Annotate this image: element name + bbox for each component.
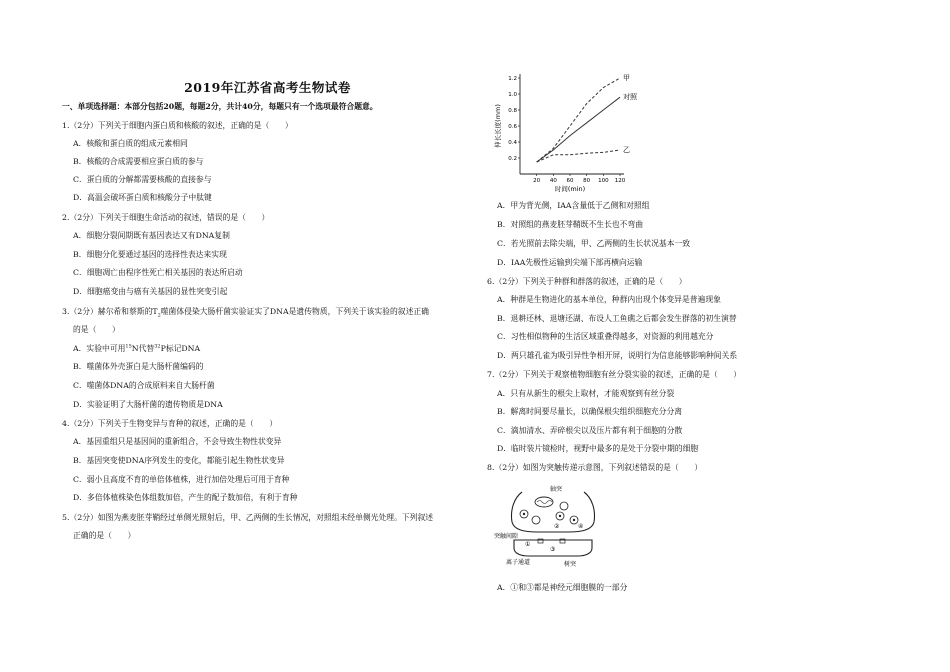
cleft-label: 突触间隙 bbox=[494, 533, 519, 540]
x-tick-label: 60 bbox=[566, 178, 574, 184]
question-7-option-b: B．解离时间要尽量长，以确保根尖组织细胞充分分离 bbox=[497, 407, 683, 416]
question-4-option-b: B．基因突变使DNA序列发生的变化，都能引起生物性状变异 bbox=[73, 456, 285, 465]
question-8-option-a: A．①和③都是神经元细胞膜的一部分 bbox=[497, 583, 628, 592]
question-6-option-c: C．习性相似物种的生活区域重叠得越多，对资源的利用越充分 bbox=[497, 332, 714, 341]
x-tick-label: 120 bbox=[614, 178, 626, 184]
growth-chart-svg bbox=[490, 70, 637, 198]
marker-4: ④ bbox=[578, 523, 584, 530]
mitochondrion-cristae bbox=[537, 501, 552, 504]
axon-label: 轴突 bbox=[550, 486, 563, 493]
x-tick-label: 20 bbox=[533, 178, 541, 184]
y-tick-label: 0.8 bbox=[508, 108, 517, 114]
question-2-stem: 2.（2分）下列关于细胞生命活动的叙述，错误的是（ ） bbox=[62, 213, 270, 222]
y-tick-label: 1.0 bbox=[508, 92, 517, 98]
question-5-option-b: B．对照组的燕麦胚芽鞘既不生长也不弯曲 bbox=[497, 220, 644, 229]
y-axis-label: 伸长长度(mm) bbox=[494, 104, 502, 148]
question-5-stem-continued: 正确的是（ ） bbox=[73, 531, 136, 540]
question-3-option-d: D．实验证明了大肠杆菌的遗传物质是DNA bbox=[73, 400, 223, 409]
question-7-stem: 7.（2分）下列关于观察植物细胞有丝分裂实验的叙述，正确的是（ ） bbox=[487, 370, 742, 379]
question-2-option-c: C．细胞凋亡由程序性死亡相关基因的表达所启动 bbox=[73, 268, 243, 277]
question-4-option-d: D．多倍体植株染色体组数加倍，产生的配子数加倍，有利于育种 bbox=[73, 493, 298, 502]
question-3-option-b: B．噬菌体外壳蛋白是大肠杆菌编码的 bbox=[73, 362, 204, 371]
question-4-stem: 4.（2分）下列关于生物变异与育种的叙述，正确的是（ ） bbox=[62, 419, 278, 428]
question-2-option-b: B．细胞分化要通过基因的选择性表达来实现 bbox=[73, 250, 227, 259]
vesicle-content bbox=[523, 513, 525, 515]
question-1-option-c: C．蛋白质的分解都需要核酸的直接参与 bbox=[73, 175, 212, 184]
series-label-乙: 乙 bbox=[623, 146, 630, 154]
question-6-stem: 6.（2分）下列关于种群和群落的叙述，正确的是（ ） bbox=[487, 277, 687, 286]
x-tick-label: 100 bbox=[598, 178, 609, 184]
question-8-stem: 8.（2分）如图为突触传递示意图，下列叙述错误的是（ ） bbox=[487, 463, 703, 472]
growth-chart bbox=[490, 70, 637, 198]
question-6-option-d: D．两只雄孔雀为吸引异性争相开屏，说明行为信息能够影响种间关系 bbox=[497, 351, 738, 360]
synapse-diagram-svg bbox=[494, 484, 612, 572]
vesicle bbox=[560, 502, 568, 510]
question-1-option-a: A．核酸和蛋白质的组成元素相同 bbox=[73, 139, 188, 148]
question-7-option-d: D．临时装片镜检时，视野中最多的是处于分裂中期的细胞 bbox=[497, 444, 699, 453]
x-tick-label: 40 bbox=[549, 178, 557, 184]
question-4-option-a: A．基因重组只是基因间的重新组合，不会导致生物性状变异 bbox=[73, 437, 282, 446]
question-4-option-c: C．弱小且高度不育的单倍体植株，进行加倍处理后可用于育种 bbox=[73, 475, 290, 484]
section-heading: 一、单项选择题：本部分包括20题，每题2分，共计40分，每题只有一个选项最符合题意。 bbox=[62, 102, 378, 111]
question-7-option-c: C．滴加清水、弄碎根尖以及压片都有利于细胞的分散 bbox=[497, 426, 683, 435]
synapse-diagram bbox=[494, 484, 612, 572]
question-5-option-d: D．IAA先极性运输到尖端下部再横向运输 bbox=[497, 258, 643, 267]
series-label-甲: 甲 bbox=[623, 74, 630, 82]
marker-1: ① bbox=[525, 541, 531, 548]
question-3-stem: 3.（2分）赫尔希和蔡斯的$T_2$噬菌体侵染大肠杆菌实验证实了DNA是遗传物质，下列关于该实验的叙述正确 bbox=[62, 307, 429, 319]
y-tick-label: 0.4 bbox=[508, 140, 517, 146]
question-1-option-d: D．高温会破坏蛋白质和核酸分子中肽键 bbox=[73, 193, 212, 202]
question-5-option-c: C．若光照前去除尖端，甲、乙两侧的生长状况基本一致 bbox=[497, 239, 691, 248]
y-tick-label: 0.6 bbox=[508, 124, 517, 130]
question-6-option-b: B．退耕还林、退塘还湖、布设人工鱼礁之后都会发生群落的初生演替 bbox=[497, 314, 737, 323]
question-5-stem: 5.（2分）如图为燕麦胚芽鞘经过单侧光照射后，甲、乙两侧的生长情况，对照组未经单侧光处理。下列叙述 bbox=[62, 513, 434, 522]
question-3-stem-continued: 的是（ ） bbox=[73, 325, 120, 334]
y-tick-label: 1.2 bbox=[508, 76, 517, 82]
series-label-对照: 对照 bbox=[623, 93, 637, 102]
question-3-option-a: A．实验中可用$^{15}$N代替$^{32}$P标记DNA bbox=[73, 343, 201, 353]
question-1-stem: 1.（2分）下列关于细胞内蛋白质和核酸的叙述，正确的是（ ） bbox=[62, 121, 293, 130]
question-5-option-a: A．甲为背光侧，IAA含量低于乙侧和对照组 bbox=[497, 201, 650, 210]
vesicle bbox=[532, 516, 540, 524]
x-tick-label: 80 bbox=[583, 178, 591, 184]
page-title: 2019年江苏省高考生物试卷 bbox=[184, 80, 351, 95]
vesicle-content bbox=[573, 519, 575, 521]
dendrite-label: 树突 bbox=[564, 561, 577, 568]
question-6-option-a: A．种群是生物进化的基本单位，种群内出现个体变异是普遍现象 bbox=[497, 295, 721, 304]
question-2-option-a: A．细胞分裂间期既有基因表达又有DNA复制 bbox=[73, 231, 230, 240]
vesicle-content bbox=[559, 515, 561, 517]
mitochondrion bbox=[535, 497, 553, 507]
y-tick-label: 0.2 bbox=[508, 156, 517, 162]
question-1-option-b: B．核酸的合成需要相应蛋白质的参与 bbox=[73, 157, 204, 166]
question-2-option-d: D．细胞癌变由与癌有关基因的显性突变引起 bbox=[73, 287, 228, 296]
channel-label: 离子通道 bbox=[506, 559, 531, 566]
question-3-option-c: C．噬菌体DNA的合成原料来自大肠杆菌 bbox=[73, 381, 215, 390]
marker-3: ③ bbox=[550, 546, 556, 553]
series-line-甲 bbox=[537, 78, 620, 162]
question-7-option-a: A．只有从新生的根尖上取材，才能观察到有丝分裂 bbox=[497, 389, 675, 398]
x-axis-label: 时间(min) bbox=[554, 185, 586, 193]
marker-2: ② bbox=[554, 523, 560, 530]
